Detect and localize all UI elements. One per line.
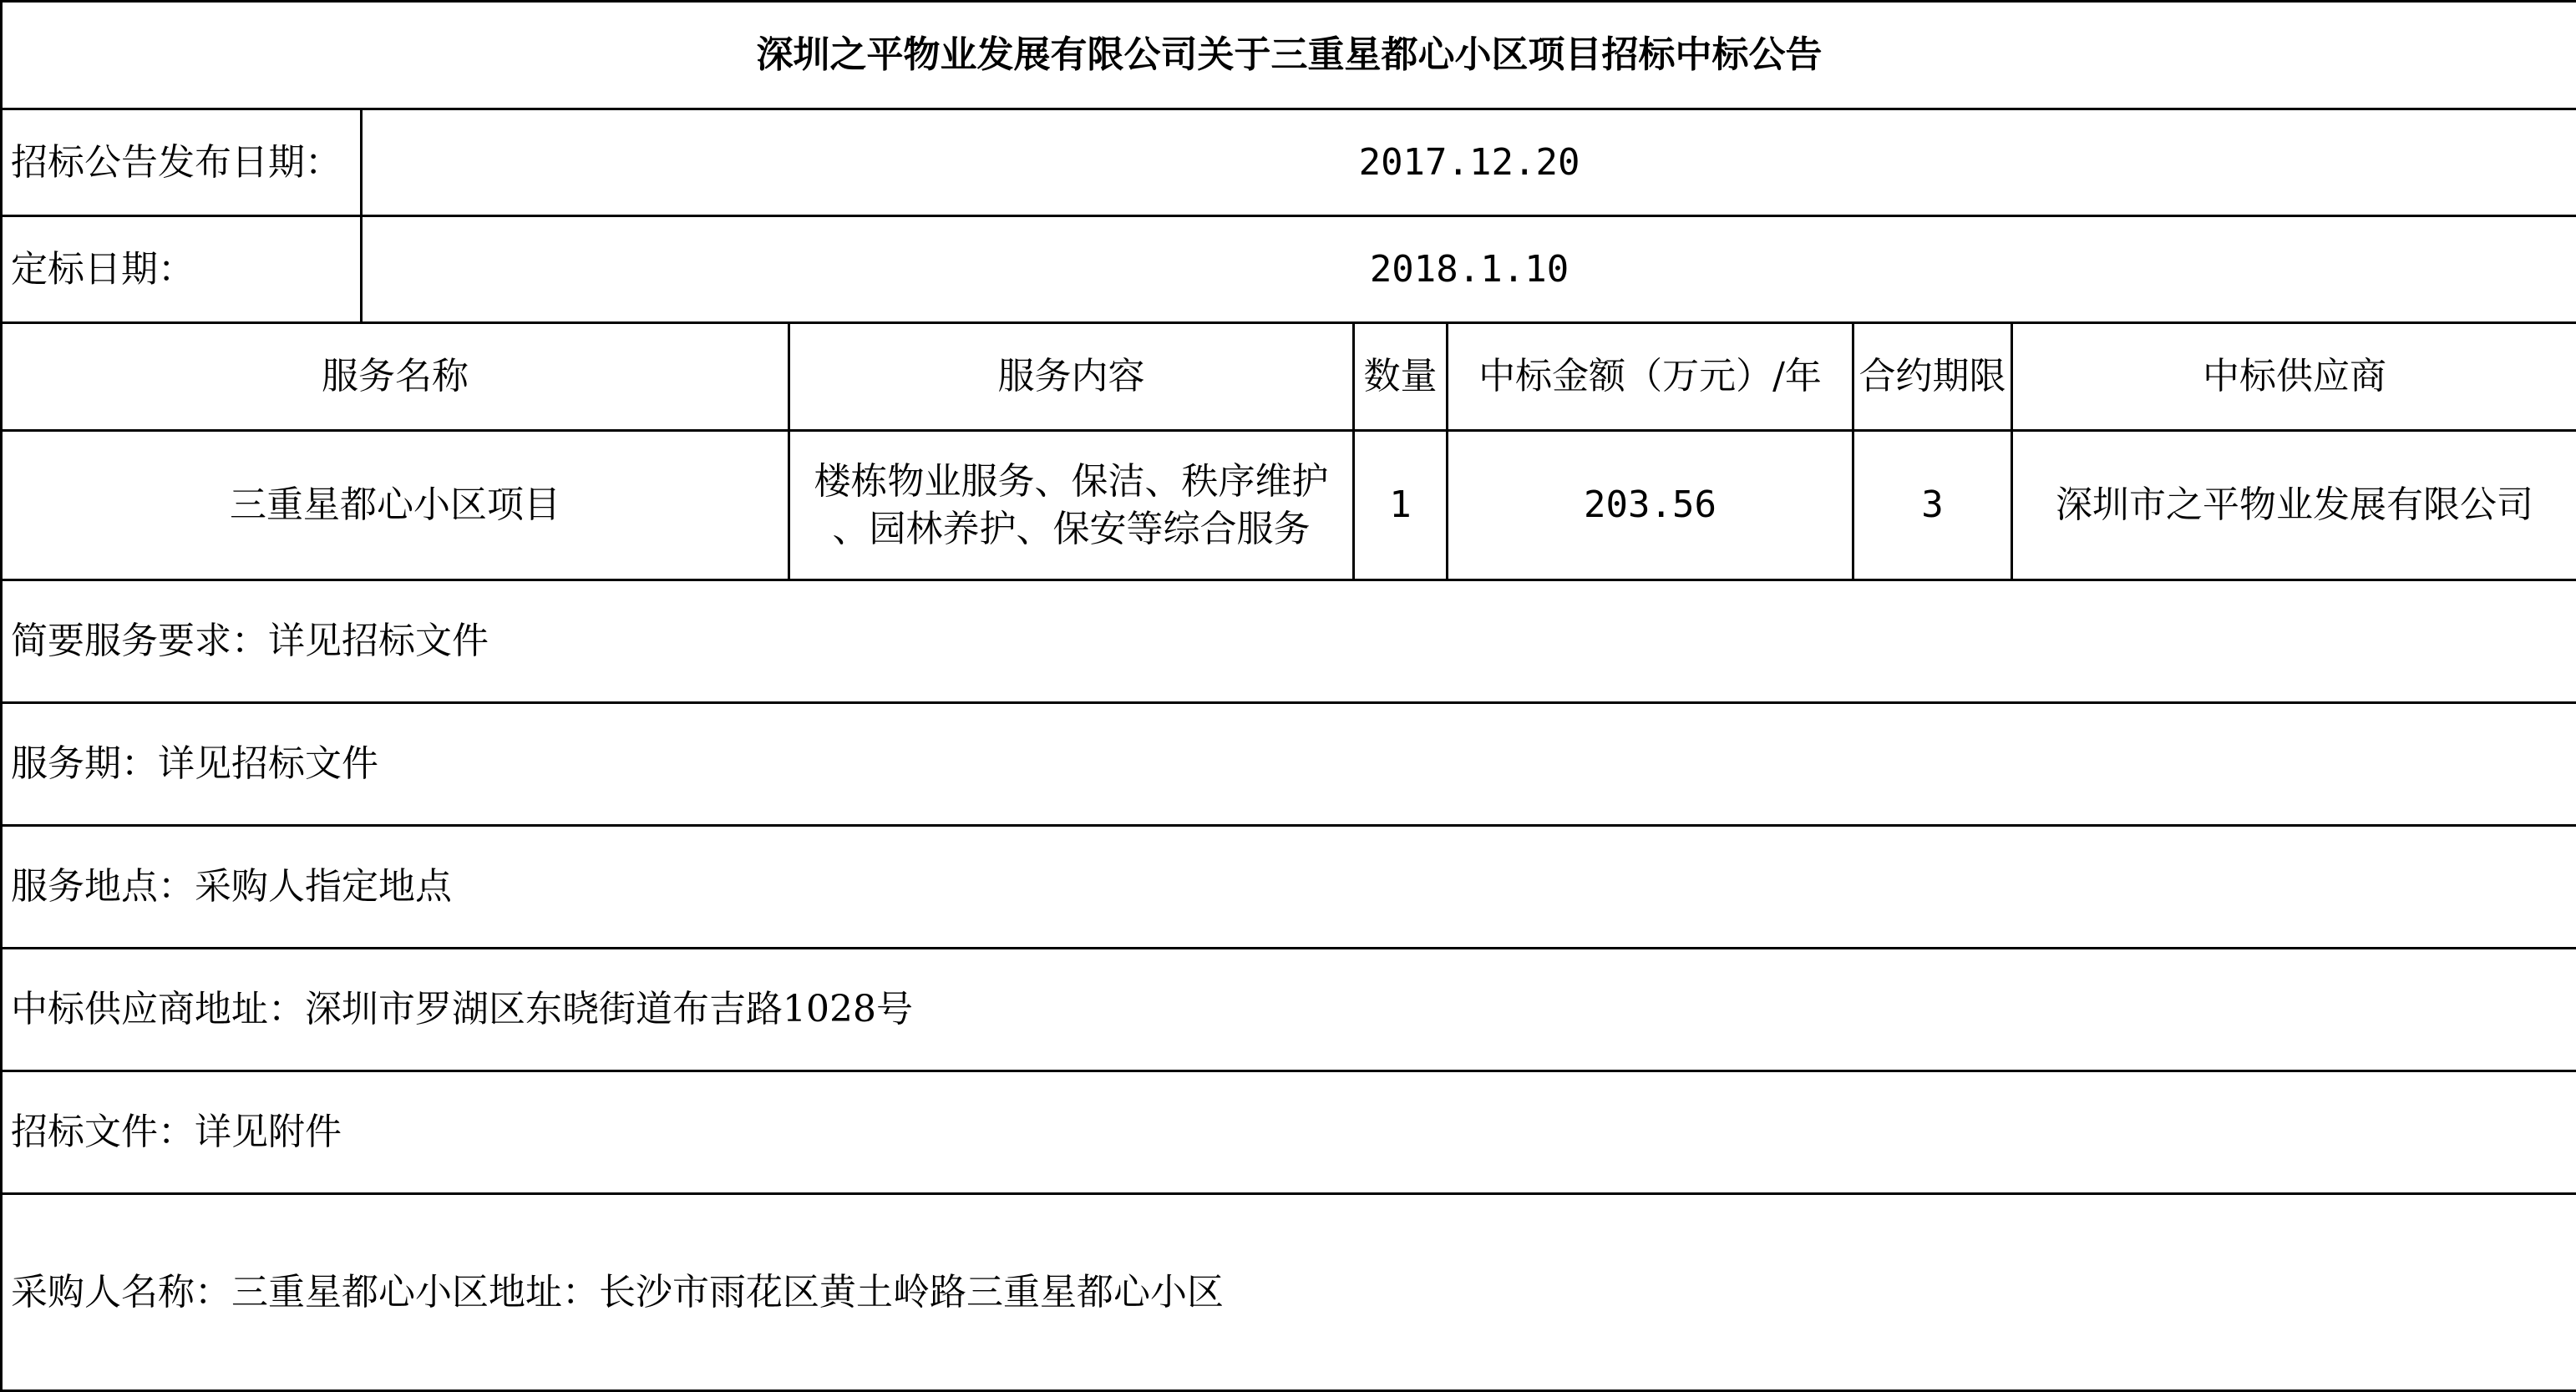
row-quantity: 1	[1354, 431, 1448, 580]
row-amount: 203.56	[1448, 431, 1853, 580]
award-date-label: 定标日期：	[2, 216, 362, 323]
header-quantity: 数量	[1354, 323, 1448, 431]
row-service-content	[789, 431, 1354, 580]
row-supplier: 深圳市之平物业发展有限公司	[2012, 431, 2576, 580]
table-row	[2, 431, 2576, 580]
table-header-row	[2, 323, 2576, 431]
tender-docs-row: 招标文件：详见附件	[2, 1071, 2576, 1194]
award-date-value: 2018.1.10	[362, 216, 2576, 323]
row-service-content-line2: 、园林养护、保安等综合服务	[832, 508, 1311, 550]
row-service-content-line1: 楼栋物业服务、保洁、秩序维护	[814, 459, 1329, 503]
header-term: 合约期限	[1853, 323, 2012, 431]
purchaser-row: 采购人名称：三重星都心小区地址：长沙市雨花区黄土岭路三重星都心小区	[2, 1194, 2576, 1391]
service-period-row: 服务期：详见招标文件	[2, 703, 2576, 826]
header-amount: 中标金额（万元）/年	[1448, 323, 1853, 431]
requirements-row: 简要服务要求：详见招标文件	[2, 580, 2576, 703]
service-location-row: 服务地点：采购人指定地点	[2, 826, 2576, 949]
header-service-content: 服务内容	[789, 323, 1354, 431]
announce-date-value: 2017.12.20	[362, 109, 2576, 216]
announce-date-label: 招标公告发布日期：	[2, 109, 362, 216]
header-service-name: 服务名称	[2, 323, 789, 431]
header-supplier: 中标供应商	[2012, 323, 2576, 431]
notice-title: 深圳之平物业发展有限公司关于三重星都心小区项目招标中标公告	[2, 2, 2576, 109]
row-service-name: 三重星都心小区项目	[2, 431, 789, 580]
row-term: 3	[1853, 431, 2012, 580]
supplier-address-row: 中标供应商地址：深圳市罗湖区东晓街道布吉路1028号	[2, 949, 2576, 1071]
